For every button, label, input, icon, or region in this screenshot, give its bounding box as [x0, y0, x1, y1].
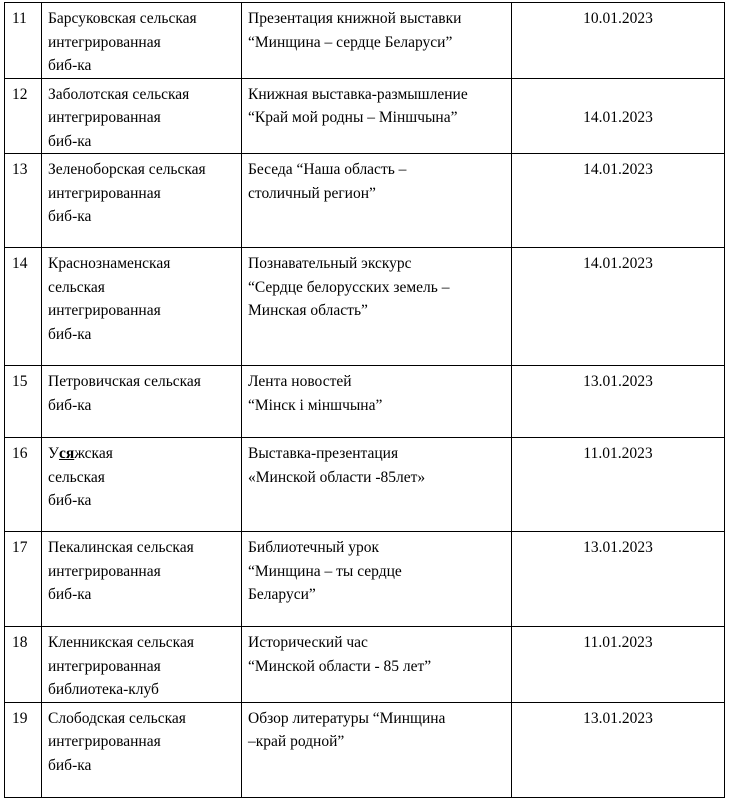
row-number: 14 — [5, 248, 42, 366]
event-date: 14.01.2023 — [512, 154, 725, 248]
event-date: 13.01.2023 — [512, 702, 725, 797]
event-date: 10.01.2023 — [512, 3, 725, 79]
event-title: Познавательный экскурс “Сердце белорусских земель – Минская область” — [242, 248, 512, 366]
event-date: 13.01.2023 — [512, 366, 725, 438]
row-number: 15 — [5, 366, 42, 438]
event-title: Выставка-презентация «Минской области -85лет» — [242, 438, 512, 532]
library-name: Кленникская сельская интегрированная библиотека-клуб — [42, 627, 242, 703]
table-row — [5, 702, 725, 797]
event-date: 11.01.2023 — [512, 627, 725, 703]
event-date: 11.01.2023 — [512, 438, 725, 532]
event-title: Обзор литературы “Минщина –край родной” — [242, 702, 512, 797]
table-row — [5, 3, 725, 79]
library-name: Пекалинская сельская интегрированная биб-ка — [42, 532, 242, 627]
row-number: 11 — [5, 3, 42, 79]
table-row — [5, 78, 725, 154]
row-number: 12 — [5, 78, 42, 154]
events-table — [4, 2, 725, 798]
table-row — [5, 532, 725, 627]
table-row — [5, 248, 725, 366]
event-title: Презентация книжной выставки “Минщина – сердце Беларуси” — [242, 3, 512, 79]
event-title: Лента новостей “Мінск і міншчына” — [242, 366, 512, 438]
row-number: 18 — [5, 627, 42, 703]
library-name: Слободская сельская интегрированная биб-ка — [42, 702, 242, 797]
event-title: Исторический час “Минской области - 85 лет” — [242, 627, 512, 703]
library-name — [42, 438, 242, 532]
event-date: 13.01.2023 — [512, 532, 725, 627]
event-title: Книжная выставка-размышление “Край мой родны – Міншчына” — [242, 78, 512, 154]
library-name: Барсуковская сельская интегрированная биб-ка — [42, 3, 242, 79]
library-name-part: жская сельская биб-ка — [48, 445, 113, 509]
library-name: Петровичская сельская биб-ка — [42, 366, 242, 438]
library-name-part-emphasis: ся — [58, 445, 75, 462]
row-number: 16 — [5, 438, 42, 532]
event-title: Библиотечный урок “Минщина – ты сердце Беларуси” — [242, 532, 512, 627]
library-name: Зеленоборская сельская интегрированная биб-ка — [42, 154, 242, 248]
table-row — [5, 154, 725, 248]
library-name-part: У — [48, 445, 59, 462]
row-number: 19 — [5, 702, 42, 797]
table-row — [5, 627, 725, 703]
event-date: 14.01.2023 — [512, 78, 725, 154]
row-number: 17 — [5, 532, 42, 627]
event-date: 14.01.2023 — [512, 248, 725, 366]
library-name: Заболотская сельская интегрированная биб-ка — [42, 78, 242, 154]
event-title: Беседа “Наша область – столичный регион” — [242, 154, 512, 248]
library-name: Краснознаменская сельская интегрированная биб-ка — [42, 248, 242, 366]
table-row — [5, 366, 725, 438]
row-number: 13 — [5, 154, 42, 248]
table-row — [5, 438, 725, 532]
